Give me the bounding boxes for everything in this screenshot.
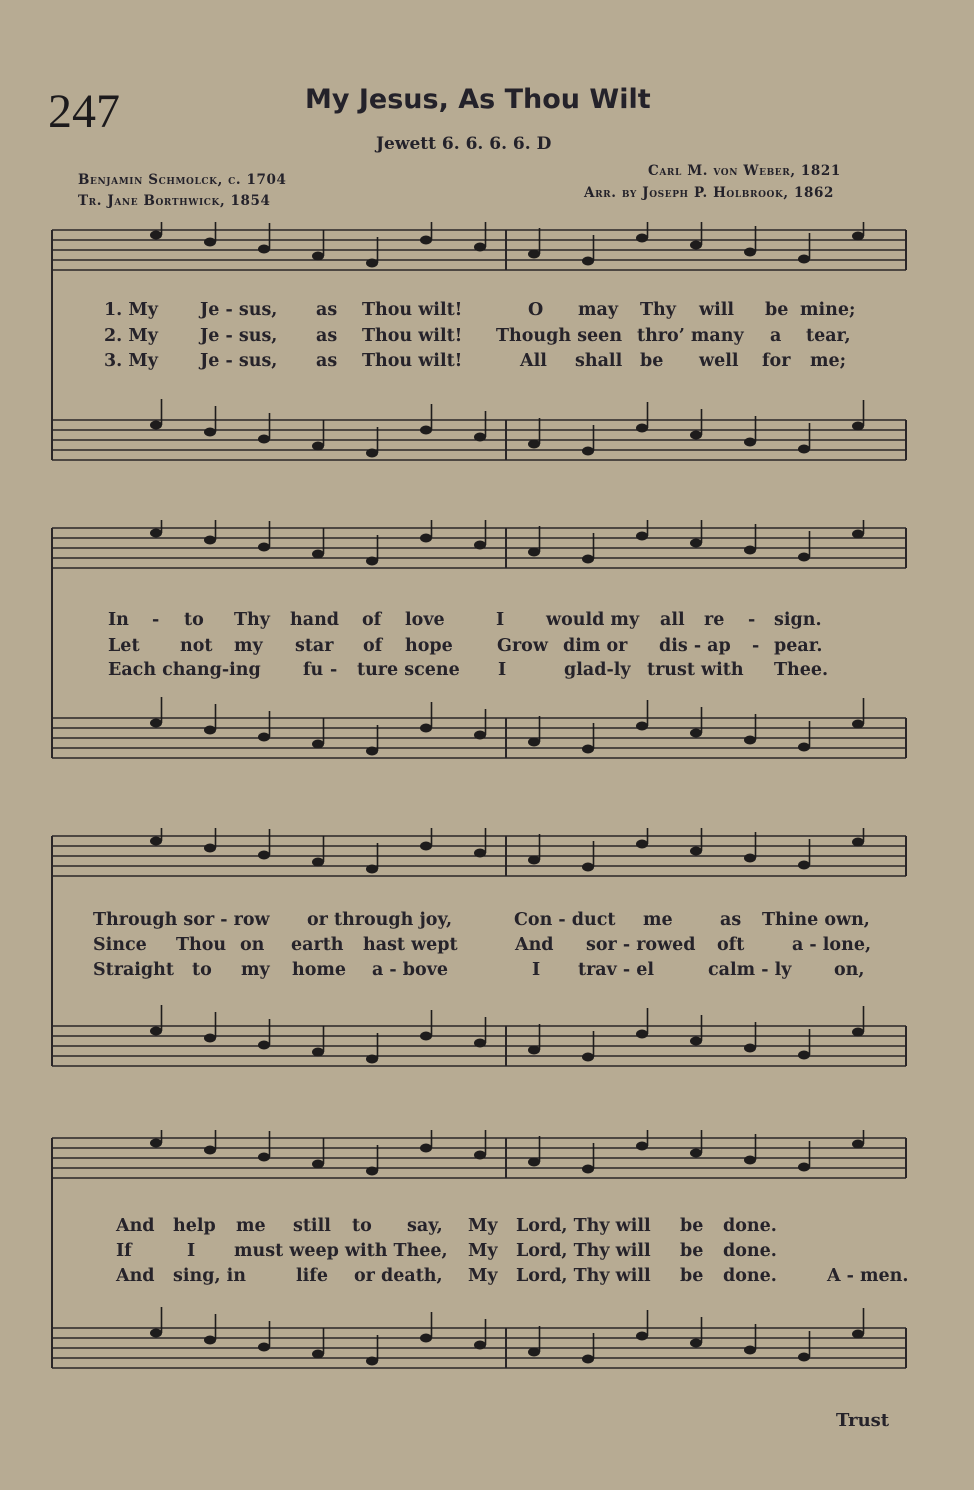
notehead [798,743,810,752]
lyric-syllable: on, [834,960,865,980]
lyric-syllable: In [108,610,129,630]
hymn-title: My Jesus, As Thou Wilt [305,84,651,115]
notehead [366,449,378,458]
notehead [150,421,162,430]
lyric-syllable: I [187,1241,196,1261]
notehead [312,1160,324,1169]
lyric-syllable: would my [546,610,640,630]
lyric-syllable: all [660,610,685,630]
notehead [474,849,486,858]
lyric-syllable: Since [93,935,147,955]
notehead [744,1044,756,1053]
notehead [852,1330,864,1339]
lyric-syllable: calm - ly [708,960,792,980]
lyric-syllable: I [532,960,541,980]
lyric-syllable: me; [810,351,847,371]
notehead [852,838,864,847]
music-system [46,828,912,1088]
notehead [366,747,378,756]
notehead [474,243,486,252]
notehead [690,1037,702,1046]
notehead [150,231,162,240]
lyric-syllable: my [241,960,270,980]
notehead [474,1341,486,1350]
lyric-syllable: - [330,660,338,680]
bass-staff [52,697,906,758]
notehead [258,733,270,742]
lyric-syllable: hast wept [363,935,458,955]
notehead [636,234,648,243]
notehead [312,442,324,451]
notehead [204,1034,216,1043]
notehead [636,424,648,433]
notehead [798,255,810,264]
notehead [204,238,216,247]
lyric-syllable: Each chang-ing [108,660,261,680]
notehead [798,553,810,562]
lyric-syllable: mine; [800,300,856,320]
notehead [690,539,702,548]
notehead [636,840,648,849]
lyric-syllable: thro’ many [637,326,744,346]
notehead [312,1048,324,1057]
lyric-syllable: hand [290,610,340,630]
treble-staff [52,1130,906,1178]
lyric-syllable: will [699,300,735,320]
notehead [744,438,756,447]
notehead [420,842,432,851]
lyric-syllable: Thou wilt! [362,326,463,346]
notehead [366,1167,378,1176]
lyric-syllable: Je - sus, [200,300,278,320]
lyric-syllable: done. [723,1241,777,1261]
lyric-syllable: Thee. [774,660,829,680]
notehead [852,530,864,539]
notehead [474,541,486,550]
notehead [528,738,540,747]
lyric-syllable: oft [717,935,745,955]
notehead [636,722,648,731]
lyric-syllable: home [292,960,347,980]
notehead [636,1142,648,1151]
lyric-syllable: well [699,351,739,371]
notehead [528,250,540,259]
notehead [258,851,270,860]
lyric-syllable: Lord, Thy will [516,1216,651,1236]
lyric-syllable: Let [108,636,140,656]
lyric-syllable: say, [407,1216,443,1236]
arranger-credit: Arr. by Joseph P. Holbrook, 1862 [584,185,834,201]
author-credit: Benjamin Schmolck, c. 1704 [78,172,287,188]
lyric-syllable: a - bove [372,960,448,980]
notehead [744,1346,756,1355]
notehead [204,1146,216,1155]
lyric-syllable: ture scene [357,660,460,680]
notehead [582,1355,594,1364]
lyric-syllable: O [528,300,544,320]
notehead [204,726,216,735]
notehead [528,1348,540,1357]
lyric-syllable: sing, in [173,1266,247,1286]
lyric-syllable: tear, [806,326,851,346]
notehead [474,731,486,740]
notehead [636,1332,648,1341]
notehead [582,555,594,564]
notehead [582,257,594,266]
lyric-syllable: fu [303,660,324,680]
lyric-syllable: be [680,1216,704,1236]
lyric-syllable: And [116,1266,155,1286]
lyric-syllable: be [680,1241,704,1261]
lyric-syllable: Though seen [496,326,623,346]
notehead [312,740,324,749]
notehead [204,428,216,437]
lyric-syllable: Straight [93,960,174,980]
lyric-syllable: - [152,610,160,630]
notehead [150,719,162,728]
lyric-syllable: Thou wilt! [362,351,463,371]
notehead [852,232,864,241]
lyric-syllable: And [116,1216,155,1236]
notehead [582,863,594,872]
lyric-syllable: as [720,910,742,930]
hymn-number: 247 [48,85,120,138]
notehead [474,1151,486,1160]
lyric-syllable: as [316,351,338,371]
notehead [744,248,756,257]
notehead [582,447,594,456]
lyric-syllable: me [236,1216,266,1236]
notehead [690,1149,702,1158]
treble-staff [52,828,906,876]
lyric-syllable: 1. My [104,300,158,320]
notehead [420,1334,432,1343]
lyric-syllable: And [515,935,554,955]
notehead [528,1046,540,1055]
lyric-syllable: be [640,351,664,371]
notehead [150,1329,162,1338]
lyric-syllable: may [578,300,619,320]
lyric-syllable: - [752,636,760,656]
notehead [312,858,324,867]
notehead [636,1030,648,1039]
notehead [528,548,540,557]
notehead [204,536,216,545]
lyric-syllable: My [468,1266,498,1286]
notehead [690,241,702,250]
lyric-syllable: sign. [774,610,822,630]
notehead [150,1139,162,1148]
lyric-syllable: Con - duct [514,910,616,930]
lyric-syllable: shall [575,351,623,371]
notehead [744,546,756,555]
lyric-syllable: glad-ly [564,660,631,680]
notehead [582,1053,594,1062]
lyric-syllable: Thou wilt! [362,300,463,320]
lyric-syllable: My [468,1241,498,1261]
notehead [582,745,594,754]
lyric-syllable: or death, [354,1266,443,1286]
notehead [420,426,432,435]
notehead [798,861,810,870]
lyric-syllable: Lord, Thy will [516,1241,651,1261]
notehead [852,1028,864,1037]
lyric-syllable: 3. My [104,351,158,371]
lyric-syllable: If [116,1241,132,1261]
lyric-syllable: Grow [497,636,548,656]
lyric-syllable: hope [405,636,453,656]
notehead [312,252,324,261]
lyric-syllable: trav - el [578,960,655,980]
notehead [420,1144,432,1153]
lyric-syllable: I [498,660,507,680]
notehead [258,1153,270,1162]
lyric-syllable: as [316,300,338,320]
notehead [798,1163,810,1172]
lyric-syllable: dis - ap [659,636,731,656]
lyric-syllable: Thy [640,300,676,320]
system-staves [46,828,912,1088]
lyric-syllable: help [173,1216,216,1236]
lyric-syllable: Je - sus, [200,351,278,371]
lyric-syllable: or through joy, [307,910,453,930]
lyric-syllable: a [770,326,782,346]
treble-staff [52,222,906,270]
notehead [744,854,756,863]
lyric-syllable: trust with [647,660,744,680]
bass-staff [52,399,906,460]
lyric-syllable: of [362,610,382,630]
lyric-syllable: Through sor - row [93,910,270,930]
lyric-syllable: not [180,636,213,656]
lyric-syllable: pear. [774,636,823,656]
notehead [690,431,702,440]
lyric-syllable: re [704,610,725,630]
lyric-syllable: love [405,610,445,630]
notehead [258,435,270,444]
lyric-syllable: Thine own, [762,910,870,930]
notehead [366,1357,378,1366]
lyric-syllable: be [765,300,789,320]
lyric-syllable: of [363,636,383,656]
lyric-syllable: Thou [176,935,227,955]
notehead [690,1339,702,1348]
notehead [420,236,432,245]
lyric-syllable: All [520,351,547,371]
notehead [528,1158,540,1167]
notehead [366,557,378,566]
notehead [852,720,864,729]
lyric-syllable: be [680,1266,704,1286]
notehead [636,532,648,541]
notehead [258,543,270,552]
notehead [258,1041,270,1050]
notehead [474,1039,486,1048]
notehead [798,1051,810,1060]
lyric-syllable: My [468,1216,498,1236]
lyric-syllable: - [748,610,756,630]
lyric-syllable: sor - rowed [586,935,696,955]
notehead [690,847,702,856]
notehead [366,865,378,874]
lyric-syllable: my [234,636,263,656]
lyric-syllable: me [643,910,673,930]
notehead [582,1165,594,1174]
notehead [366,1055,378,1064]
lyric-syllable: a - lone, [792,935,872,955]
lyric-syllable: for [762,351,791,371]
notehead [258,245,270,254]
notehead [150,529,162,538]
notehead [852,422,864,431]
lyric-syllable: must weep with Thee, [234,1241,448,1261]
notehead [690,729,702,738]
notehead [798,445,810,454]
lyric-syllable: earth [291,935,344,955]
translator-credit: Tr. Jane Borthwick, 1854 [78,193,271,209]
lyric-syllable: life [296,1266,328,1286]
lyric-syllable: done. [723,1266,777,1286]
bass-staff [52,1005,906,1066]
notehead [150,1027,162,1036]
notehead [420,724,432,733]
lyric-syllable: star [295,636,334,656]
lyric-syllable: 2. My [104,326,158,346]
notehead [744,1156,756,1165]
lyric-syllable: A - men. [827,1266,909,1286]
notehead [366,259,378,268]
lyric-syllable: dim or [563,636,628,656]
lyric-syllable: to [352,1216,372,1236]
notehead [528,856,540,865]
notehead [420,1032,432,1041]
notehead [798,1353,810,1362]
notehead [204,1336,216,1345]
notehead [312,1350,324,1359]
bass-staff [52,1307,906,1368]
tune-name-meter: Jewett 6. 6. 6. 6. D [376,134,552,154]
next-hymn-catchword: Trust [836,1410,890,1431]
notehead [420,534,432,543]
lyric-syllable: Lord, Thy will [516,1266,651,1286]
lyric-syllable: as [316,326,338,346]
lyric-syllable: Thy [234,610,270,630]
notehead [258,1343,270,1352]
lyric-syllable: to [192,960,212,980]
lyric-syllable: still [293,1216,331,1236]
treble-staff [52,520,906,568]
notehead [852,1140,864,1149]
lyric-syllable: done. [723,1216,777,1236]
lyric-syllable: on [240,935,265,955]
notehead [312,550,324,559]
lyric-syllable: I [496,610,505,630]
lyric-syllable: Je - sus, [200,326,278,346]
notehead [528,440,540,449]
notehead [150,837,162,846]
notehead [204,844,216,853]
composer-credit: Carl M. von Weber, 1821 [648,163,841,179]
lyric-syllable: to [184,610,204,630]
notehead [744,736,756,745]
notehead [474,433,486,442]
